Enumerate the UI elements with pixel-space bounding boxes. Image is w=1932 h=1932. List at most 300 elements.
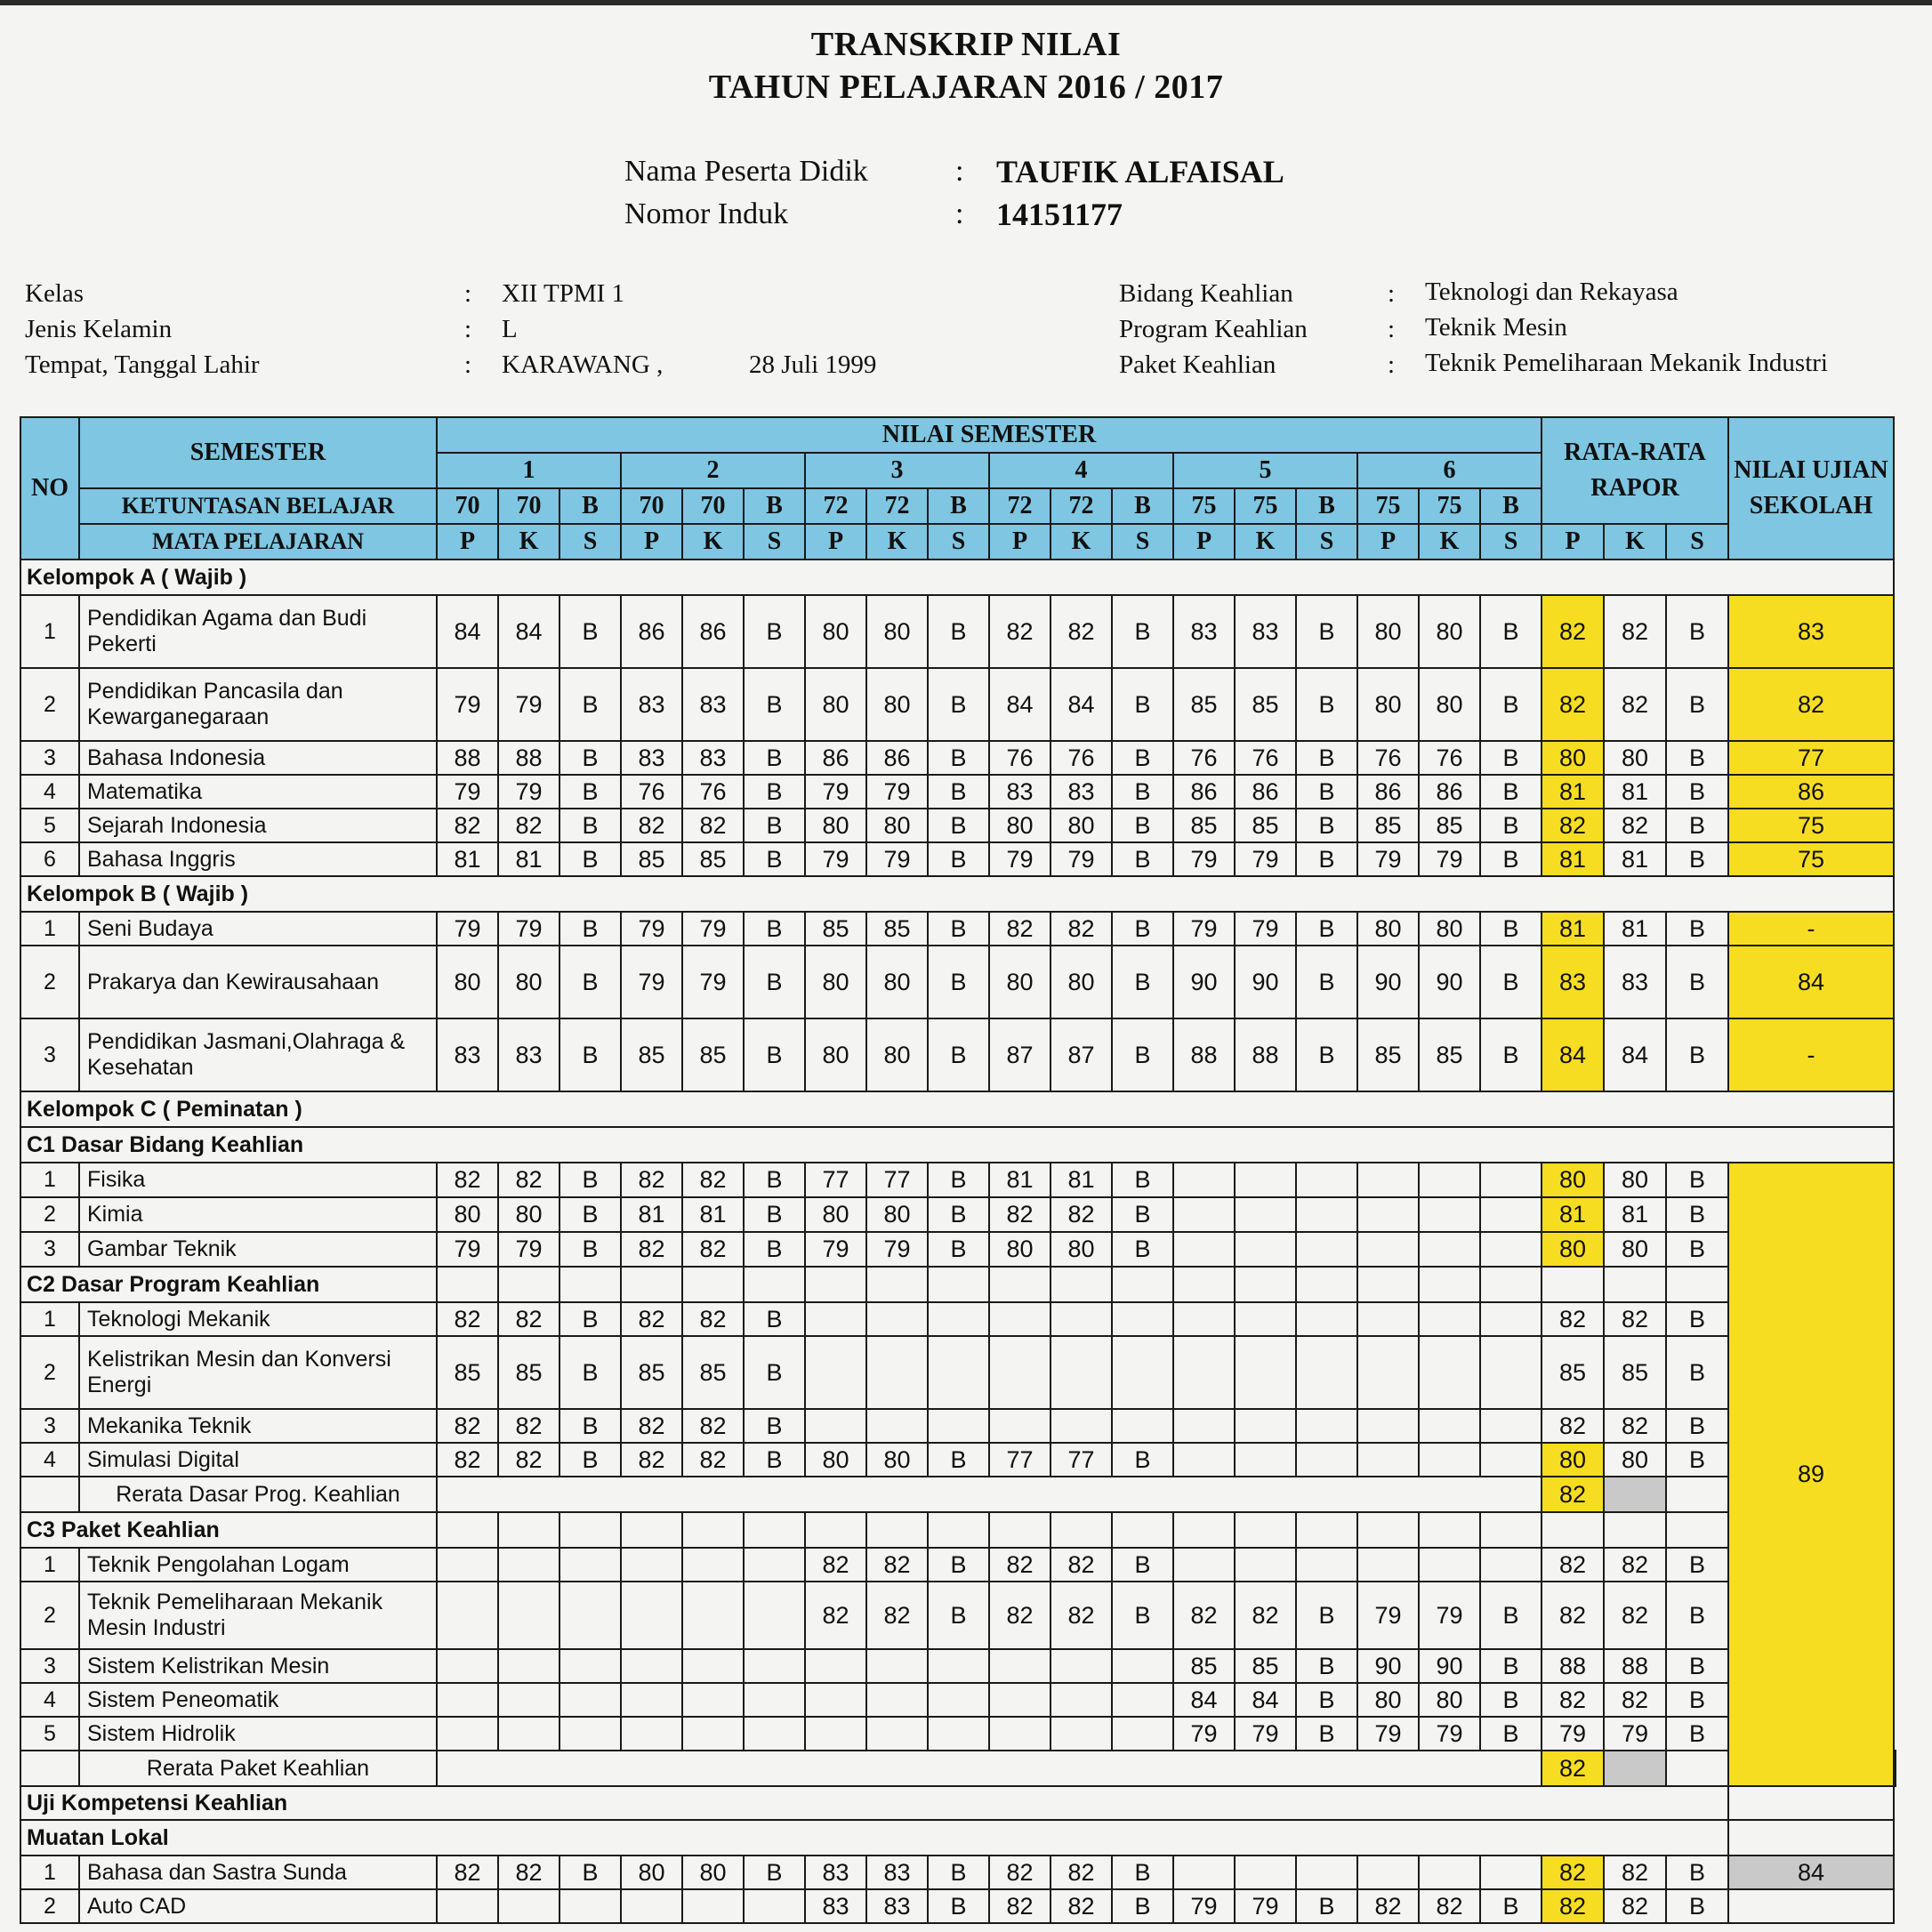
grade-cell xyxy=(1173,1548,1235,1582)
grade-cell: 81 xyxy=(437,842,498,876)
empty-cell xyxy=(1542,1512,1604,1548)
grade-cell xyxy=(1419,1302,1480,1336)
grade-cell: 80 xyxy=(1419,912,1480,946)
grade-cell xyxy=(1296,1163,1357,1197)
average-cell: 82 xyxy=(1604,1548,1666,1582)
grade-cell xyxy=(1357,1548,1419,1582)
program-label: Program Keahlian xyxy=(1119,315,1308,343)
grade-cell: 80 xyxy=(1357,912,1419,946)
grade-cell xyxy=(805,1683,866,1717)
grade-cell: 80 xyxy=(1357,595,1419,668)
empty-cell xyxy=(437,1512,498,1548)
grade-cell: 83 xyxy=(866,1889,928,1923)
ketuntasan-header: KETUNTASAN BELAJAR xyxy=(79,488,437,524)
group-title: Uji Kompetensi Keahlian xyxy=(20,1786,1728,1820)
empty-span-cell xyxy=(437,1477,1542,1512)
grade-cell: B xyxy=(1480,809,1542,842)
average-cell: B xyxy=(1666,668,1728,741)
grade-cell: 90 xyxy=(1173,946,1235,1018)
grade-cell xyxy=(866,1683,928,1717)
grade-cell: 79 xyxy=(437,668,498,741)
group-title: Kelompok C ( Peminatan ) xyxy=(20,1091,1894,1127)
kelas-value: XII TPMI 1 xyxy=(502,279,625,308)
grade-cell: 85 xyxy=(1357,809,1419,842)
grade-cell: 85 xyxy=(682,1018,744,1091)
average-cell: 79 xyxy=(1542,1717,1604,1751)
grade-cell: 85 xyxy=(1235,1649,1296,1683)
kkm-cell: B xyxy=(1296,488,1357,524)
grade-cell: 86 xyxy=(1235,775,1296,809)
grade-cell: 79 xyxy=(1357,1582,1419,1649)
subject-name: Auto CAD xyxy=(79,1889,437,1923)
document-subtitle: TAHUN PELAJARAN 2016 / 2017 xyxy=(708,68,1224,106)
grade-cell: 80 xyxy=(1357,668,1419,741)
empty-cell xyxy=(1051,1267,1112,1302)
table-row xyxy=(20,1683,1896,1717)
grade-cell: 83 xyxy=(1235,595,1296,668)
grade-cell xyxy=(1480,1856,1542,1889)
average-cell: 80 xyxy=(1542,1443,1604,1477)
kkm-cell: 72 xyxy=(1051,488,1112,524)
average-value: 82 xyxy=(1542,1751,1604,1786)
table-row xyxy=(20,1548,1896,1582)
grade-cell xyxy=(1357,1856,1419,1889)
grade-cell xyxy=(1296,1336,1357,1409)
grade-cell: 82 xyxy=(1419,1889,1480,1923)
grade-cell xyxy=(1480,1197,1542,1232)
grade-cell xyxy=(866,1717,928,1751)
grade-cell xyxy=(866,1302,928,1336)
exam-score: 75 xyxy=(1728,809,1894,842)
grade-cell xyxy=(989,1717,1051,1751)
grade-cell: 79 xyxy=(682,946,744,1018)
kkm-cell: 70 xyxy=(621,488,682,524)
grade-cell xyxy=(1235,1336,1296,1409)
average-cell: B xyxy=(1666,1889,1728,1923)
grade-cell: 80 xyxy=(866,809,928,842)
row-number: 1 xyxy=(20,1856,79,1889)
grade-cell: 79 xyxy=(1173,1717,1235,1751)
empty-cell xyxy=(866,1267,928,1302)
empty-cell xyxy=(1480,1267,1542,1302)
kkm-cell: 75 xyxy=(1419,488,1480,524)
avg-pks-header-cell: S xyxy=(1666,524,1728,559)
grade-cell: 88 xyxy=(1235,1018,1296,1091)
average-cell: 82 xyxy=(1542,1683,1604,1717)
table-row xyxy=(20,1197,1896,1232)
grade-cell xyxy=(805,1409,866,1443)
subject-name: Teknologi Mekanik xyxy=(79,1302,437,1336)
grade-cell: 79 xyxy=(1173,912,1235,946)
grade-cell: 79 xyxy=(1235,842,1296,876)
pks-header-cell: S xyxy=(1296,524,1357,559)
bidang-value: Teknologi dan Rekayasa xyxy=(1425,278,1678,306)
grade-cell: B xyxy=(559,1443,621,1477)
grade-cell: 86 xyxy=(1419,775,1480,809)
grade-cell: 82 xyxy=(682,1163,744,1197)
grade-cell: 79 xyxy=(1235,1717,1296,1751)
grade-cell: 83 xyxy=(1051,775,1112,809)
grade-cell: 80 xyxy=(1419,595,1480,668)
grade-cell xyxy=(744,1582,805,1649)
grade-cell: 79 xyxy=(1419,1582,1480,1649)
average-cell: 81 xyxy=(1604,842,1666,876)
grade-cell xyxy=(1051,1302,1112,1336)
empty-cell xyxy=(1542,1267,1604,1302)
kkm-cell: 72 xyxy=(805,488,866,524)
grade-cell: B xyxy=(559,775,621,809)
grades-table xyxy=(20,416,1896,1924)
grade-cell: 85 xyxy=(437,1336,498,1409)
average-cell: 82 xyxy=(1542,1548,1604,1582)
grade-cell xyxy=(1357,1232,1419,1267)
average-cell: 82 xyxy=(1542,1302,1604,1336)
grade-cell: 76 xyxy=(1051,741,1112,775)
average-cell: B xyxy=(1666,741,1728,775)
kkm-cell: B xyxy=(559,488,621,524)
average-cell: 82 xyxy=(1542,1889,1604,1923)
grade-cell: 82 xyxy=(437,1409,498,1443)
empty-cell xyxy=(928,1512,989,1548)
grade-cell: 85 xyxy=(1173,809,1235,842)
grade-cell: B xyxy=(744,1232,805,1267)
grade-cell: B xyxy=(1112,1889,1173,1923)
grade-cell: 80 xyxy=(437,1197,498,1232)
empty-cell xyxy=(744,1512,805,1548)
average-cell: 82 xyxy=(1604,1856,1666,1889)
id-colon: : xyxy=(955,197,964,230)
grade-cell xyxy=(928,1649,989,1683)
exam-score: 82 xyxy=(1728,668,1894,741)
no-header: NO xyxy=(20,417,79,559)
grade-cell: 84 xyxy=(498,595,559,668)
grade-cell: 79 xyxy=(621,912,682,946)
average-cell: B xyxy=(1666,1856,1728,1889)
row-number: 2 xyxy=(20,668,79,741)
grade-cell: B xyxy=(928,1163,989,1197)
group-row xyxy=(20,1786,1896,1820)
subject-name: Teknik Pengolahan Logam xyxy=(79,1548,437,1582)
grade-cell: 79 xyxy=(498,1232,559,1267)
grade-cell: B xyxy=(559,809,621,842)
grade-cell xyxy=(1419,1232,1480,1267)
pks-header-cell: S xyxy=(1480,524,1542,559)
grade-cell: 84 xyxy=(1235,1683,1296,1717)
grade-cell xyxy=(1235,1163,1296,1197)
grade-cell xyxy=(1235,1232,1296,1267)
row-number: 3 xyxy=(20,1409,79,1443)
grade-cell xyxy=(437,1889,498,1923)
average-cell: 80 xyxy=(1604,1443,1666,1477)
grade-cell: 79 xyxy=(1235,912,1296,946)
average-cell: 80 xyxy=(1604,1163,1666,1197)
pks-header-cell: K xyxy=(866,524,928,559)
empty-cell xyxy=(1296,1512,1357,1548)
grade-cell xyxy=(498,1649,559,1683)
table-row xyxy=(20,1889,1896,1923)
grade-cell: B xyxy=(559,1197,621,1232)
bidang-colon: : xyxy=(1388,279,1396,308)
student-id: 14151177 xyxy=(996,197,1123,232)
grade-cell: B xyxy=(744,912,805,946)
grade-cell xyxy=(1235,1548,1296,1582)
grade-cell: B xyxy=(744,809,805,842)
average-label: Rerata Dasar Prog. Keahlian xyxy=(79,1477,437,1512)
average-cell: 81 xyxy=(1542,775,1604,809)
grade-cell xyxy=(559,1717,621,1751)
grade-cell: 80 xyxy=(866,1443,928,1477)
pks-header-cell: P xyxy=(1173,524,1235,559)
average-cell: 88 xyxy=(1542,1649,1604,1683)
grade-cell: 88 xyxy=(498,741,559,775)
grade-cell: 82 xyxy=(621,1302,682,1336)
row-number: 2 xyxy=(20,1336,79,1409)
grade-cell: 90 xyxy=(1419,946,1480,1018)
grade-cell: 82 xyxy=(621,1409,682,1443)
row-number: 3 xyxy=(20,1649,79,1683)
grade-cell: 82 xyxy=(1357,1889,1419,1923)
grade-cell: 80 xyxy=(805,1018,866,1091)
grade-cell: 76 xyxy=(1357,741,1419,775)
average-cell: B xyxy=(1666,1197,1728,1232)
grade-cell: 83 xyxy=(989,775,1051,809)
table-row xyxy=(20,741,1896,775)
grade-cell: 79 xyxy=(1173,1889,1235,1923)
grade-cell: B xyxy=(744,668,805,741)
grade-cell: 79 xyxy=(621,946,682,1018)
grade-cell: 76 xyxy=(1173,741,1235,775)
group-title: Kelompok B ( Wajib ) xyxy=(20,876,1894,912)
group-title: C2 Dasar Program Keahlian xyxy=(20,1267,437,1302)
subject-name: Mekanika Teknik xyxy=(79,1409,437,1443)
grade-cell xyxy=(1419,1548,1480,1582)
grade-cell: B xyxy=(928,1889,989,1923)
kkm-cell: 70 xyxy=(437,488,498,524)
row-number: 2 xyxy=(20,1582,79,1649)
grade-cell xyxy=(928,1302,989,1336)
grade-cell: 84 xyxy=(1051,668,1112,741)
grade-cell: 85 xyxy=(1419,1018,1480,1091)
subject-name: Gambar Teknik xyxy=(79,1232,437,1267)
empty-cell xyxy=(437,1267,498,1302)
grade-cell: 85 xyxy=(1173,668,1235,741)
grade-cell: 77 xyxy=(1051,1443,1112,1477)
grade-cell: 82 xyxy=(682,1443,744,1477)
semester-1-header: 1 xyxy=(437,453,621,488)
grade-cell xyxy=(559,1548,621,1582)
grade-cell: 87 xyxy=(1051,1018,1112,1091)
average-cell: 80 xyxy=(1542,1232,1604,1267)
grade-cell: B xyxy=(1296,775,1357,809)
grade-cell: 82 xyxy=(682,1409,744,1443)
semester-2-header: 2 xyxy=(621,453,805,488)
empty-cell xyxy=(1051,1512,1112,1548)
grade-cell xyxy=(1173,1163,1235,1197)
pks-header-cell: P xyxy=(989,524,1051,559)
grade-cell: 79 xyxy=(866,1232,928,1267)
grade-cell: 79 xyxy=(437,1232,498,1267)
average-cell: B xyxy=(1666,1443,1728,1477)
average-cell: B xyxy=(1666,1163,1728,1197)
kkm-cell: 72 xyxy=(989,488,1051,524)
table-row xyxy=(20,912,1896,946)
exam-score: - xyxy=(1728,912,1894,946)
grade-cell xyxy=(437,1683,498,1717)
grade-cell xyxy=(989,1336,1051,1409)
average-cell: 80 xyxy=(1542,741,1604,775)
grade-cell xyxy=(437,1717,498,1751)
grade-cell: 80 xyxy=(1051,1232,1112,1267)
empty-cell xyxy=(1173,1267,1235,1302)
grade-cell: 80 xyxy=(682,1856,744,1889)
grade-cell: 88 xyxy=(1173,1018,1235,1091)
grade-cell: 79 xyxy=(989,842,1051,876)
average-cell: 85 xyxy=(1604,1336,1666,1409)
grade-cell xyxy=(744,1683,805,1717)
average-cell: 82 xyxy=(1604,668,1666,741)
average-cell: 82 xyxy=(1542,595,1604,668)
document-title: TRANSKRIP NILAI xyxy=(810,26,1122,63)
average-cell: B xyxy=(1666,912,1728,946)
grade-cell xyxy=(682,1548,744,1582)
grade-cell xyxy=(1112,1336,1173,1409)
empty-cell xyxy=(1480,1512,1542,1548)
nilai-ujian-header: NILAI UJIAN SEKOLAH xyxy=(1728,417,1894,559)
subject-name: Matematika xyxy=(79,775,437,809)
birth-place: KARAWANG , xyxy=(502,350,664,379)
grade-cell: B xyxy=(1480,595,1542,668)
grade-cell: 82 xyxy=(1051,1889,1112,1923)
grade-cell: B xyxy=(559,1302,621,1336)
grade-cell: 85 xyxy=(498,1336,559,1409)
exam-cell xyxy=(1728,1786,1894,1820)
gender-value: L xyxy=(502,315,518,343)
row-number: 4 xyxy=(20,775,79,809)
grade-cell: B xyxy=(744,1197,805,1232)
grade-cell: B xyxy=(1112,842,1173,876)
grade-cell: 80 xyxy=(1419,668,1480,741)
grade-cell: B xyxy=(559,842,621,876)
grade-cell: B xyxy=(1480,842,1542,876)
row-number: 3 xyxy=(20,1232,79,1267)
subject-name: Pendidikan Pancasila dan Kewarganegaraan xyxy=(79,668,437,741)
subject-name: Bahasa Inggris xyxy=(79,842,437,876)
grade-cell xyxy=(1296,1302,1357,1336)
grade-cell: 82 xyxy=(682,809,744,842)
grade-cell: B xyxy=(928,912,989,946)
kkm-cell: 75 xyxy=(1357,488,1419,524)
grade-cell: B xyxy=(1296,741,1357,775)
grade-cell: 79 xyxy=(866,842,928,876)
empty-cell xyxy=(621,1512,682,1548)
grade-cell: 79 xyxy=(1051,842,1112,876)
grade-cell: 80 xyxy=(866,946,928,1018)
grade-cell: 80 xyxy=(989,809,1051,842)
grade-cell: 79 xyxy=(1235,1889,1296,1923)
grade-cell: B xyxy=(744,1018,805,1091)
empty-cell xyxy=(1604,1267,1666,1302)
grade-cell: 79 xyxy=(1357,842,1419,876)
grade-cell: B xyxy=(1112,912,1173,946)
grade-cell xyxy=(1419,1163,1480,1197)
grade-cell xyxy=(1480,1163,1542,1197)
grade-cell xyxy=(1357,1197,1419,1232)
pks-header-cell: K xyxy=(1235,524,1296,559)
grade-cell: B xyxy=(1296,668,1357,741)
grade-cell: 85 xyxy=(621,1336,682,1409)
grade-cell xyxy=(1051,1683,1112,1717)
group-title: Muatan Lokal xyxy=(20,1820,1728,1856)
grade-cell xyxy=(621,1889,682,1923)
grade-cell: B xyxy=(928,595,989,668)
average-cell: 88 xyxy=(1604,1649,1666,1683)
grade-cell: 81 xyxy=(989,1163,1051,1197)
average-cell: 81 xyxy=(1604,1197,1666,1232)
empty-cell xyxy=(559,1512,621,1548)
grade-cell: B xyxy=(928,1232,989,1267)
grade-cell: 82 xyxy=(1051,912,1112,946)
grade-cell: 82 xyxy=(437,1856,498,1889)
row-number: 1 xyxy=(20,1548,79,1582)
average-cell: B xyxy=(1666,1683,1728,1717)
empty-cell xyxy=(744,1267,805,1302)
empty-cell xyxy=(1296,1267,1357,1302)
semester-4-header: 4 xyxy=(989,453,1173,488)
grade-cell xyxy=(1296,1409,1357,1443)
grade-cell: 82 xyxy=(621,1163,682,1197)
grade-cell: B xyxy=(928,1443,989,1477)
grade-cell: 80 xyxy=(866,1197,928,1232)
grade-cell xyxy=(866,1336,928,1409)
grade-cell: B xyxy=(744,1443,805,1477)
grade-cell xyxy=(1112,1649,1173,1683)
grade-cell xyxy=(682,1683,744,1717)
grade-cell: 81 xyxy=(1051,1163,1112,1197)
grade-cell: B xyxy=(1112,668,1173,741)
average-cell: B xyxy=(1666,1018,1728,1091)
grade-cell: B xyxy=(1112,1018,1173,1091)
average-cell: B xyxy=(1666,1302,1728,1336)
grade-cell xyxy=(1051,1336,1112,1409)
grade-cell: B xyxy=(928,1018,989,1091)
table-row xyxy=(20,668,1896,741)
grade-cell xyxy=(866,1649,928,1683)
grade-cell xyxy=(805,1717,866,1751)
grade-cell xyxy=(1296,1443,1357,1477)
grade-cell: 83 xyxy=(805,1889,866,1923)
grade-cell xyxy=(559,1649,621,1683)
grade-cell xyxy=(498,1889,559,1923)
grade-cell: B xyxy=(744,1856,805,1889)
grade-cell: B xyxy=(744,1163,805,1197)
grade-cell: 79 xyxy=(805,842,866,876)
average-label: Rerata Paket Keahlian xyxy=(79,1751,437,1786)
average-cell: B xyxy=(1666,1232,1728,1267)
grade-cell: B xyxy=(1112,1163,1173,1197)
grade-cell: 82 xyxy=(866,1582,928,1649)
average-cell: 84 xyxy=(1604,1018,1666,1091)
grade-cell: 82 xyxy=(498,809,559,842)
grade-cell xyxy=(1419,1409,1480,1443)
grade-cell xyxy=(1357,1336,1419,1409)
average-cell: 82 xyxy=(1604,1683,1666,1717)
table-row xyxy=(20,1649,1896,1683)
grade-cell xyxy=(498,1582,559,1649)
subject-name: Sistem Peneomatik xyxy=(79,1683,437,1717)
grade-cell: 82 xyxy=(621,1443,682,1477)
grade-cell: 82 xyxy=(1051,1548,1112,1582)
grade-cell: B xyxy=(928,809,989,842)
